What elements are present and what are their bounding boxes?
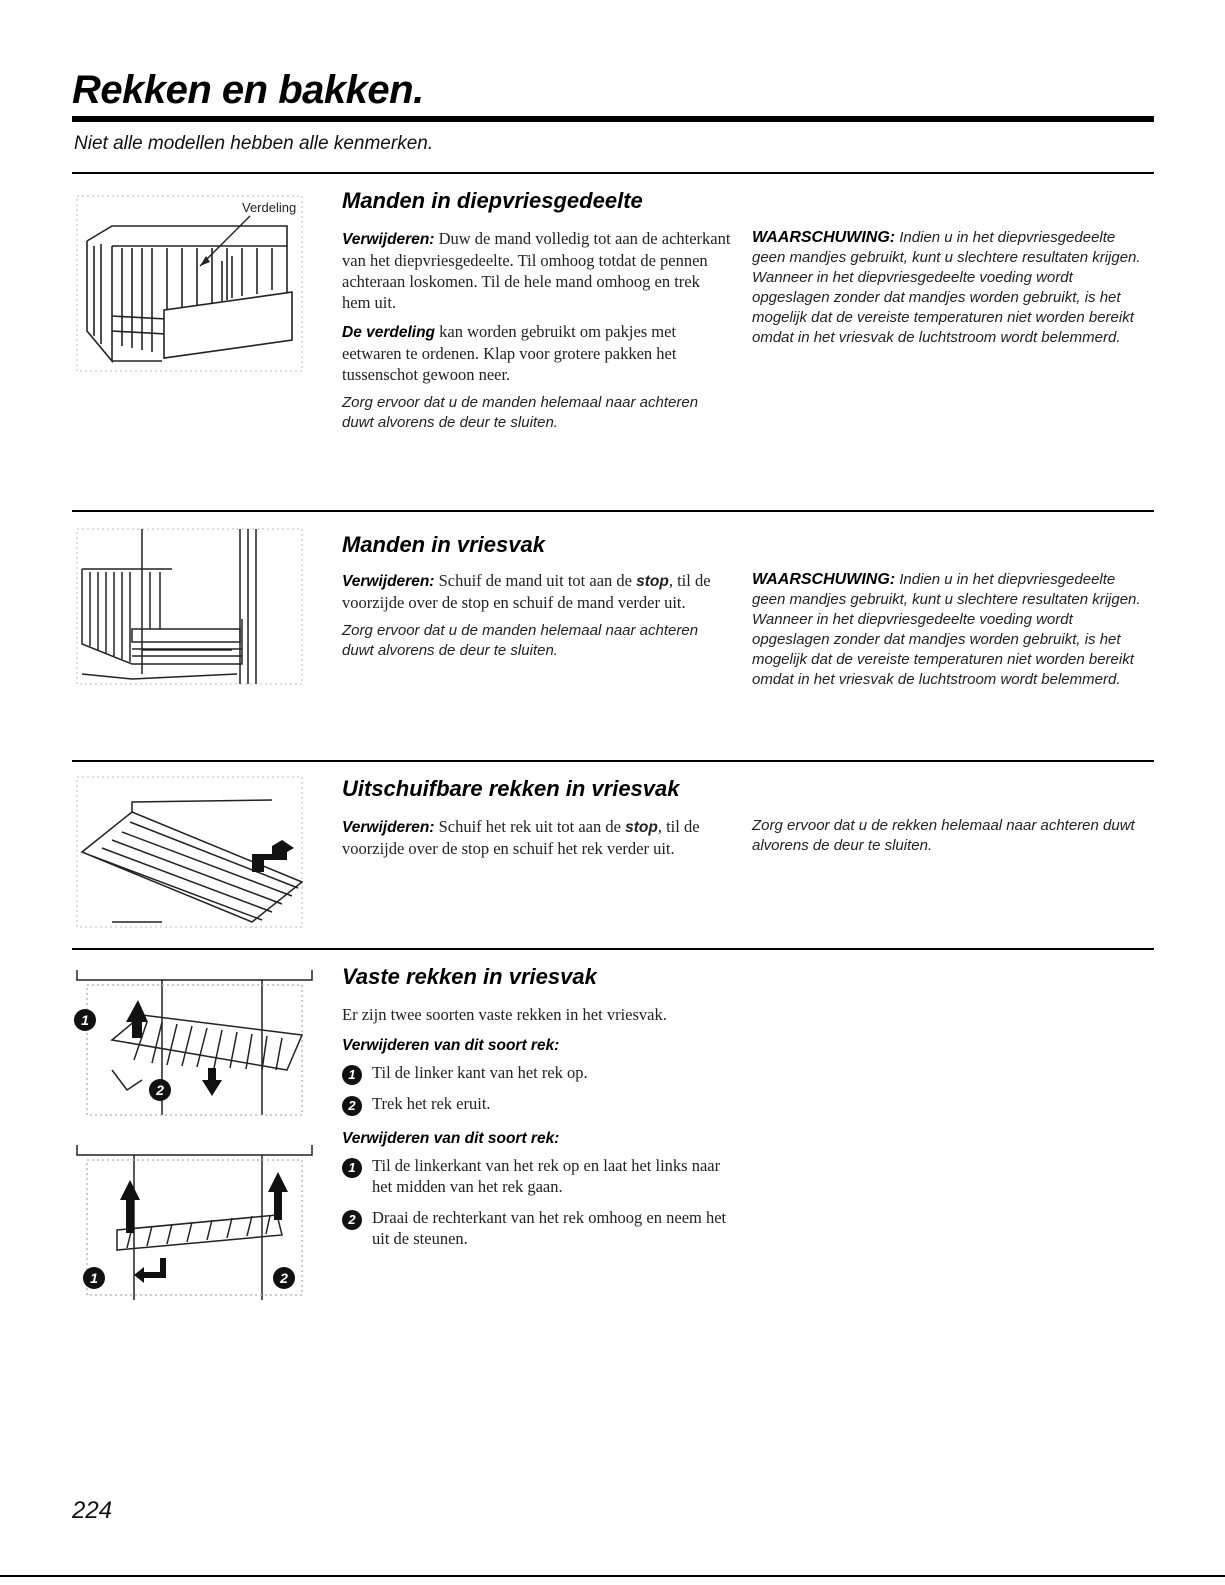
section-body [342,570,732,669]
lead-label: De verdeling [342,324,436,341]
warning-label: WAARSCHUWING: [752,229,896,246]
stop-label: stop [625,819,658,836]
stop-label: stop [636,573,669,590]
body-text: , til de voorzijde over de stop en schuif de mand verder uit. [342,571,711,612]
warning-label: WAARSCHUWING: [752,571,896,588]
subheading: Verwijderen van dit soort rek: [342,1130,560,1147]
footer-rule [0,1575,1225,1577]
step-item [342,1155,732,1197]
step-number-badge: 1 [90,1270,98,1286]
warning-text: Indien u in het diepvriesgedeelte geen mandjes gebruikt, kunt u slechtere resultaten krijgen. Wanneer in het diepvriesgedeelte voeding wordt opgeslagen zonder dat mandjes worden gebruikt, is het mogelijk dat de vereiste temperaturen niet worden bereikt omdat in het vriesvak de luchtstroom wordt belemmerd. [752,571,1141,688]
section-fixed-shelves [72,948,1154,1328]
note-text: Zorg ervoor dat u de manden helemaal naar achteren duwt alvorens de deur te sluiten. [342,394,699,431]
step-text: Til de linkerkant van het rek op en laat het links naar het midden van het rek gaan. [372,1156,721,1196]
step-text: Til de linker kant van het rek op. [372,1063,588,1082]
step-text: Draai de rechterkant van het rek omhoog en neem het uit de steunen. [372,1208,727,1248]
step-item [342,1207,732,1249]
note-text: Zorg ervoor dat u de rekken helemaal naar achteren duwt alvorens de deur te sluiten. [752,817,1135,854]
subheading: Verwijderen van dit soort rek: [342,1037,560,1054]
step-number-badge: 2 [280,1270,288,1286]
lead-label: Verwijderen: [342,573,435,590]
page-subtitle: Niet alle modellen hebben alle kenmerken. [74,133,434,154]
section-freezer-basket-drawer [72,510,1154,750]
page-number: 224 [72,1497,113,1524]
basket-divider-illustration [72,186,317,386]
warning-text: Indien u in het diepvriesgedeelte geen mandjes gebruikt, kunt u slechtere resultaten krijgen. Wanneer in het diepvriesgedeelte voeding wordt opgeslagen zonder dat mandjes worden gebruikt, is het mogelijk dat de vereiste temperaturen niet worden bereikt omdat in het vriesvak de luchtstroom wordt belemmerd. [752,229,1141,346]
section-title: Vaste rekken in vriesvak [342,964,597,989]
page-title: Rekken en bakken. [72,68,424,112]
title-rule [72,116,1154,122]
warning-block [752,228,1152,348]
intro-text: Er zijn twee soorten vaste rekken in het vriesvak. [342,1005,667,1024]
section-body [342,1004,732,1259]
step-item [342,1093,732,1114]
step-number-icon: 1 [342,1158,362,1178]
note-text: Zorg ervoor dat u de manden helemaal naar achteren duwt alvorens de deur te sluiten. [342,622,699,659]
lead-label: Verwijderen: [342,231,435,248]
step-text: Trek het rek eruit. [372,1094,491,1113]
section-body [342,228,732,441]
body-text: Duw de mand volledig tot aan de achterkant van het diepvriesgedeelte. Til omhoog totdat de pennen achteraan loskomen. Til de hele mand omhoog en trek hem uit. [342,229,731,312]
section-title: Uitschuifbare rekken in vriesvak [342,776,680,801]
section-freezer-baskets [72,172,1154,502]
body-text: Schuif de mand uit tot aan de [438,571,632,590]
warning-block [752,570,1152,690]
body-text: kan worden gebruikt om pakjes met eetwaren te ordenen. Klap voor grotere pakken het tussenschot gewoon neer. [342,322,677,384]
body-text: Schuif het rek uit tot aan de [438,817,621,836]
lead-label: Verwijderen: [342,819,435,836]
section-body [342,816,732,867]
section-title: Manden in vriesvak [342,532,545,557]
figure-label-verdeling: Verdeling [242,200,297,215]
body-text: , til de voorzijde over de stop en schuif het rek verder uit. [342,817,700,858]
fixed-shelf-illustrations [72,960,317,1305]
section-title: Manden in diepvriesgedeelte [342,188,643,213]
step-item [342,1062,732,1083]
step-number-icon: 2 [342,1096,362,1116]
slide-out-shelf-illustration [72,772,317,932]
section-slide-out-shelves [72,760,1154,940]
freezer-basket-illustration [72,524,317,689]
step-number-badge: 2 [156,1082,164,1098]
step-number-icon: 2 [342,1210,362,1230]
step-number-icon: 1 [342,1065,362,1085]
step-number-badge: 1 [81,1012,89,1028]
note-block [752,816,1152,856]
